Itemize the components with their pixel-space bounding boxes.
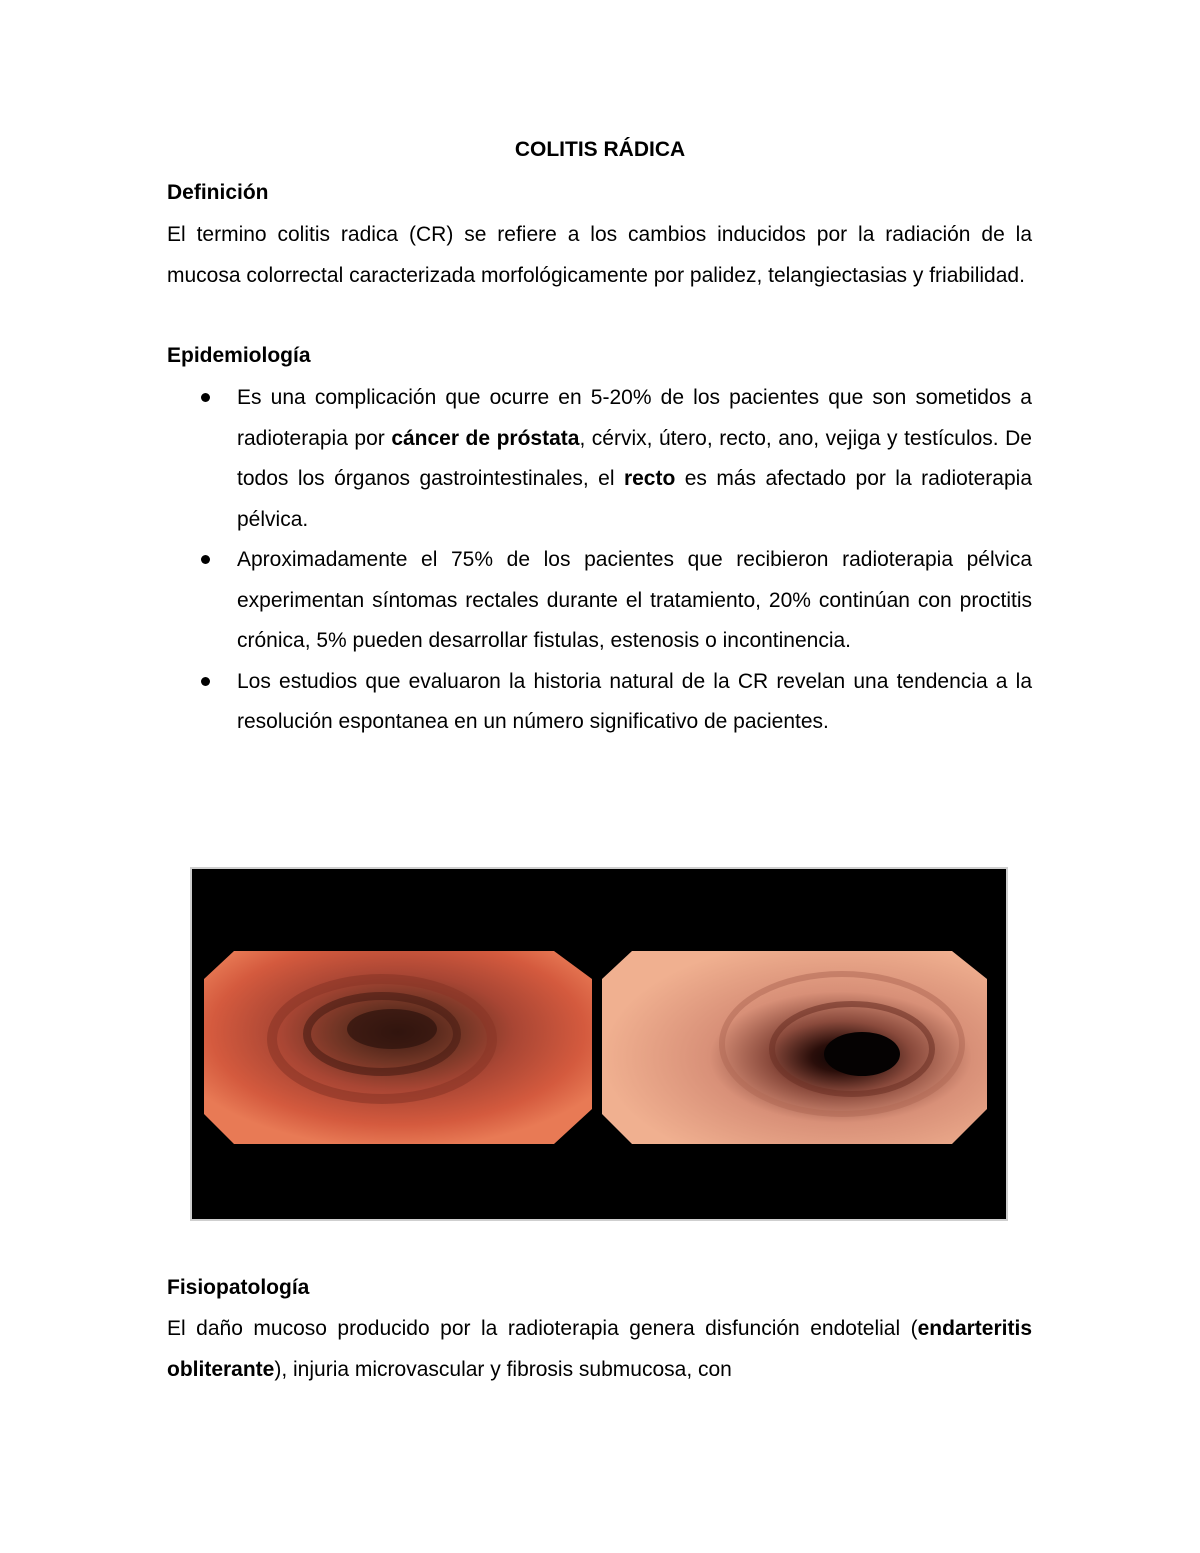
bullet-item-1	[167, 378, 1032, 540]
fisiopatologia-text	[167, 1309, 1032, 1390]
section-heading-epidemiologia: Epidemiología	[167, 344, 311, 367]
bullet-3-text: Los estudios que evaluaron la historia natural de la CR revelan una tendencia a la resolución espontanea en un número significativo de pacientes.	[237, 669, 1032, 733]
section-heading-fisiopatologia: Fisiopatología	[167, 1276, 310, 1299]
bullet-item-2	[167, 540, 1032, 662]
bullet-dot-icon	[201, 393, 210, 402]
page-title: COLITIS RÁDICA	[514, 138, 686, 161]
fisiopatologia-text-b: ), injuria microvascular y fibrosis submucosa, con	[274, 1357, 732, 1381]
fisiopatologia-paragraph	[167, 1309, 1032, 1390]
bullet-1-text-b: , cérvix, útero, recto, ano, vejiga y testículos. De todos los órganos gastrointestinales, el	[237, 426, 1032, 490]
fisiopatologia-text-a: El daño mucoso producido por la radioterapia genera disfunción endotelial (	[167, 1317, 918, 1340]
endoscopy-figure	[192, 869, 1006, 1219]
endoscopy-images	[192, 869, 1006, 1219]
bullet-dot-icon	[201, 555, 210, 564]
bullet-1-bold-b: recto	[623, 467, 676, 490]
definicion-paragraph	[167, 215, 1032, 296]
bullet-dot-icon	[201, 677, 210, 686]
epidemiologia-bullet-list	[167, 378, 1032, 743]
bullet-item-3	[167, 662, 1032, 743]
section-heading-definicion: Definición	[167, 181, 269, 204]
bullet-2-text: Aproximadamente el 75% de los pacientes que recibieron radioterapia pélvica experimentan síntomas rectales durante el tratamiento, 20% continúan con proctitis crónica, 5% pueden desarrollar fistulas, estenosis o incontinencia.	[237, 548, 1032, 652]
definicion-text: El termino colitis radica (CR) se refiere a los cambios inducidos por la radiación de la mucosa colorrectal caracterizada morfológicamente por palidez, telangiectasias y friabilidad.	[167, 223, 1032, 287]
fisiopatologia-bold: endarteritis obliterante	[167, 1317, 1032, 1381]
bullet-1-bold-a: cáncer de próstata	[391, 426, 580, 450]
bullet-1-text-a: Es una complicación que ocurre en 5-20% de los pacientes que son sometidos a radioterapia por	[237, 386, 1032, 450]
bullet-1-text-c: es más afectado por la radioterapia pélvica.	[237, 467, 1033, 531]
